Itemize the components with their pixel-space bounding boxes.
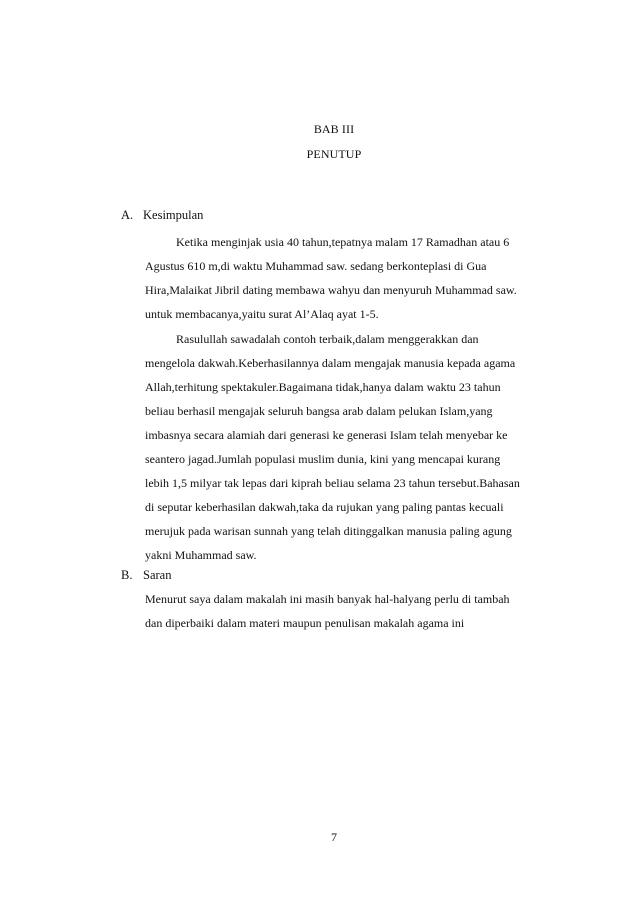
section-title: Kesimpulan — [143, 208, 204, 222]
paragraph-line: dan diperbaiki dalam materi maupun penulisan makalah agama ini — [145, 616, 465, 630]
paragraph-line: Hira,Malaikat Jibril dating membawa wahyu dan menyuruh Muhammad saw. — [145, 283, 517, 297]
paragraph-line: imbasnya secara alamiah dari generasi ke generasi Islam telah menyebar ke — [145, 428, 508, 442]
paragraph-line: mengelola dakwah.Keberhasilannya dalam mengajak manusia kepada agama — [145, 356, 516, 370]
paragraph-line: lebih 1,5 milyar tak lepas dari kiprah beliau selama 23 tahun tersebut.Bahasan — [145, 476, 520, 490]
paragraph-line: merujuk pada warisan sunnah yang telah ditinggalkan manusia paling agung — [145, 524, 512, 538]
paragraph-line: yakni Muhammad saw. — [145, 548, 257, 562]
chapter-title: PENUTUP — [306, 147, 362, 161]
paragraph-line: Ketika menginjak usia 40 tahun,tepatnya malam 17 Ramadhan atau 6 — [176, 235, 510, 249]
section-heading-kesimpulan — [121, 208, 203, 223]
section-heading-saran — [121, 568, 171, 583]
paragraph-line: Agustus 610 m,di waktu Muhammad saw. sedang berkonteplasi di Gua — [145, 259, 487, 273]
section-letter: B. — [121, 568, 133, 582]
section-title: Saran — [143, 568, 172, 582]
paragraph-line: Allah,terhitung spektakuler.Bagaimana tidak,hanya dalam waktu 23 tahun — [145, 380, 501, 394]
paragraph-line: beliau berhasil mengajak seluruh bangsa arab dalam pelukan Islam,yang — [145, 404, 493, 418]
paragraph-line: seantero jagad.Jumlah populasi muslim dunia, kini yang mencapai kurang — [145, 452, 501, 466]
paragraph-line: untuk membacanya,yaitu surat Al’Alaq ayat 1-5. — [145, 307, 379, 321]
paragraph-line: Rasulullah sawadalah contoh terbaik,dalam menggerakkan dan — [176, 332, 479, 346]
paragraph-line: Menurut saya dalam makalah ini masih banyak hal-halyang perlu di tambah — [145, 592, 510, 606]
paragraph-line: di seputar keberhasilan dakwah,taka da rujukan yang paling pantas kecuali — [145, 500, 504, 514]
section-letter: A. — [121, 208, 134, 222]
page-number: 7 — [331, 830, 337, 844]
chapter-label: BAB III — [313, 122, 355, 136]
